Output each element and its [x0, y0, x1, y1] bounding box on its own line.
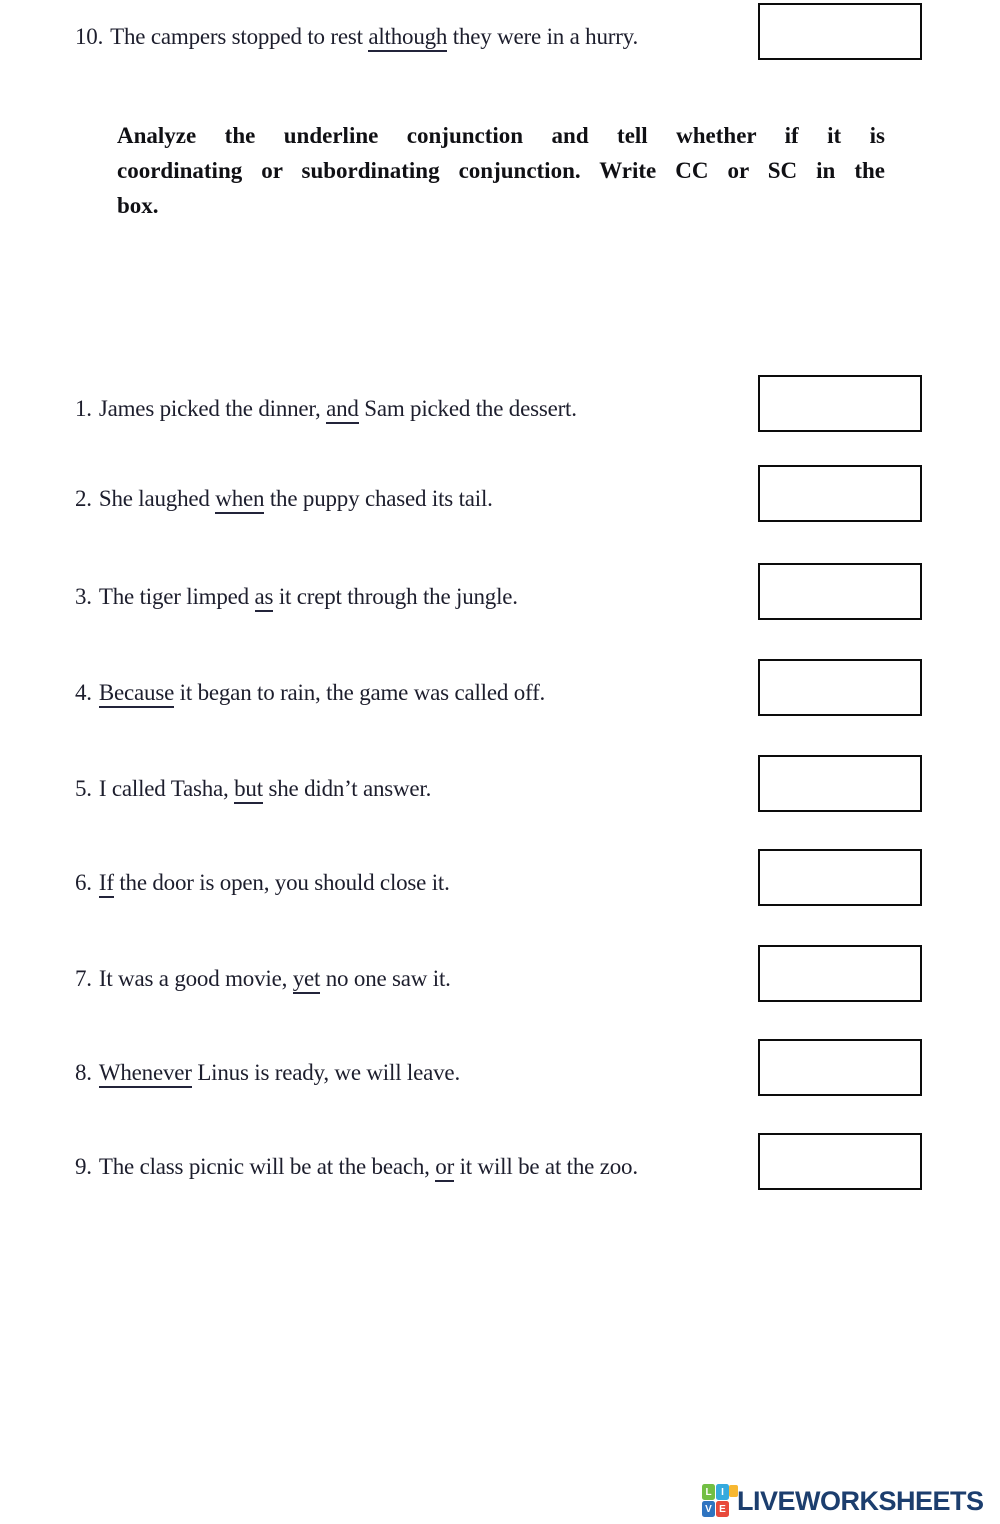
- sentence-after: they were in a hurry.: [447, 24, 639, 49]
- sentence-before: The tiger limped: [98, 584, 255, 609]
- sentence-after: it will be at the zoo.: [454, 1154, 638, 1179]
- instruction-line: Analyze the underline conjunction and tell whether if it is: [117, 123, 885, 148]
- question-row-6: [75, 846, 922, 910]
- sentence-before: It was a good movie,: [98, 966, 293, 991]
- instructions-text: [117, 118, 885, 223]
- answer-box-10[interactable]: [758, 3, 922, 60]
- question-sentence: [75, 24, 638, 50]
- question-sentence: [75, 396, 577, 422]
- answer-box-7[interactable]: [758, 945, 922, 1002]
- liveworksheets-tiles-icon: [702, 1484, 732, 1518]
- question-number: 3.: [75, 584, 92, 609]
- answer-box-1[interactable]: [758, 375, 922, 432]
- question-number: 1.: [75, 396, 92, 421]
- answer-box-4[interactable]: [758, 659, 922, 716]
- instruction-line: coordinating or subordinating conjunction. Write CC or SC in the: [117, 158, 885, 183]
- question-sentence: [75, 966, 451, 992]
- question-number: 4.: [75, 680, 92, 705]
- question-number: 10.: [75, 24, 104, 49]
- underlined-conjunction: If: [99, 870, 114, 898]
- instruction-line: box.: [117, 193, 159, 218]
- underlined-conjunction: Whenever: [99, 1060, 192, 1088]
- answer-box-2[interactable]: [758, 465, 922, 522]
- underlined-conjunction: as: [255, 584, 274, 612]
- sentence-before: James picked the dinner,: [98, 396, 327, 421]
- sentence-before: The campers stopped to rest: [110, 24, 369, 49]
- question-sentence: [75, 870, 450, 896]
- underlined-conjunction: and: [326, 396, 359, 424]
- answer-box-8[interactable]: [758, 1039, 922, 1096]
- question-sentence: [75, 776, 431, 802]
- question-sentence: [75, 680, 545, 706]
- answer-box-6[interactable]: [758, 849, 922, 906]
- underlined-conjunction: when: [215, 486, 264, 514]
- underlined-conjunction: but: [234, 776, 263, 804]
- sentence-after: it crept through the jungle.: [273, 584, 518, 609]
- question-row-3: [75, 560, 922, 624]
- sentence-after: no one saw it.: [320, 966, 451, 991]
- liveworksheets-wordmark: LIVEWORKSHEETS: [737, 1485, 984, 1516]
- sentence-after: the puppy chased its tail.: [264, 486, 493, 511]
- question-row-4: [75, 656, 922, 720]
- underlined-conjunction: or: [435, 1154, 454, 1182]
- logo-tile-l: L: [702, 1484, 715, 1500]
- question-number: 5.: [75, 776, 92, 801]
- underlined-conjunction: yet: [293, 966, 321, 994]
- sentence-after: Sam picked the dessert.: [358, 396, 577, 421]
- question-row-10: [75, 0, 922, 64]
- question-row-1: [75, 372, 922, 436]
- sentence-before: I called Tasha,: [98, 776, 235, 801]
- question-number: 6.: [75, 870, 92, 895]
- question-sentence: [75, 1060, 460, 1086]
- answer-box-3[interactable]: [758, 563, 922, 620]
- sentence-after: she didn’t answer.: [262, 776, 432, 801]
- question-sentence: [75, 486, 493, 512]
- logo-tile-i: I: [716, 1484, 729, 1500]
- logo-tile-v: V: [702, 1501, 715, 1517]
- question-number: 2.: [75, 486, 92, 511]
- sentence-after: the door is open, you should close it.: [113, 870, 450, 895]
- sentence-before: She laughed: [98, 486, 216, 511]
- question-row-9: [75, 1130, 922, 1194]
- question-number: 9.: [75, 1154, 92, 1179]
- question-number: 8.: [75, 1060, 92, 1085]
- sentence-after: Linus is ready, we will leave.: [191, 1060, 460, 1085]
- sentence-after: it began to rain, the game was called off.: [174, 680, 546, 705]
- underlined-conjunction: although: [368, 24, 447, 52]
- logo-tile-grid: [702, 1484, 732, 1517]
- logo-tile-e: E: [716, 1501, 729, 1517]
- answer-box-9[interactable]: [758, 1133, 922, 1190]
- question-row-2: [75, 462, 922, 526]
- answer-box-5[interactable]: [758, 755, 922, 812]
- question-row-5: [75, 752, 922, 816]
- underlined-conjunction: Because: [99, 680, 174, 708]
- question-row-7: [75, 942, 922, 1006]
- question-sentence: [75, 584, 518, 610]
- question-row-8: [75, 1036, 922, 1100]
- question-number: 7.: [75, 966, 92, 991]
- question-sentence: [75, 1154, 638, 1180]
- sentence-before: The class picnic will be at the beach,: [98, 1154, 436, 1179]
- liveworksheets-logo[interactable]: [702, 1484, 984, 1518]
